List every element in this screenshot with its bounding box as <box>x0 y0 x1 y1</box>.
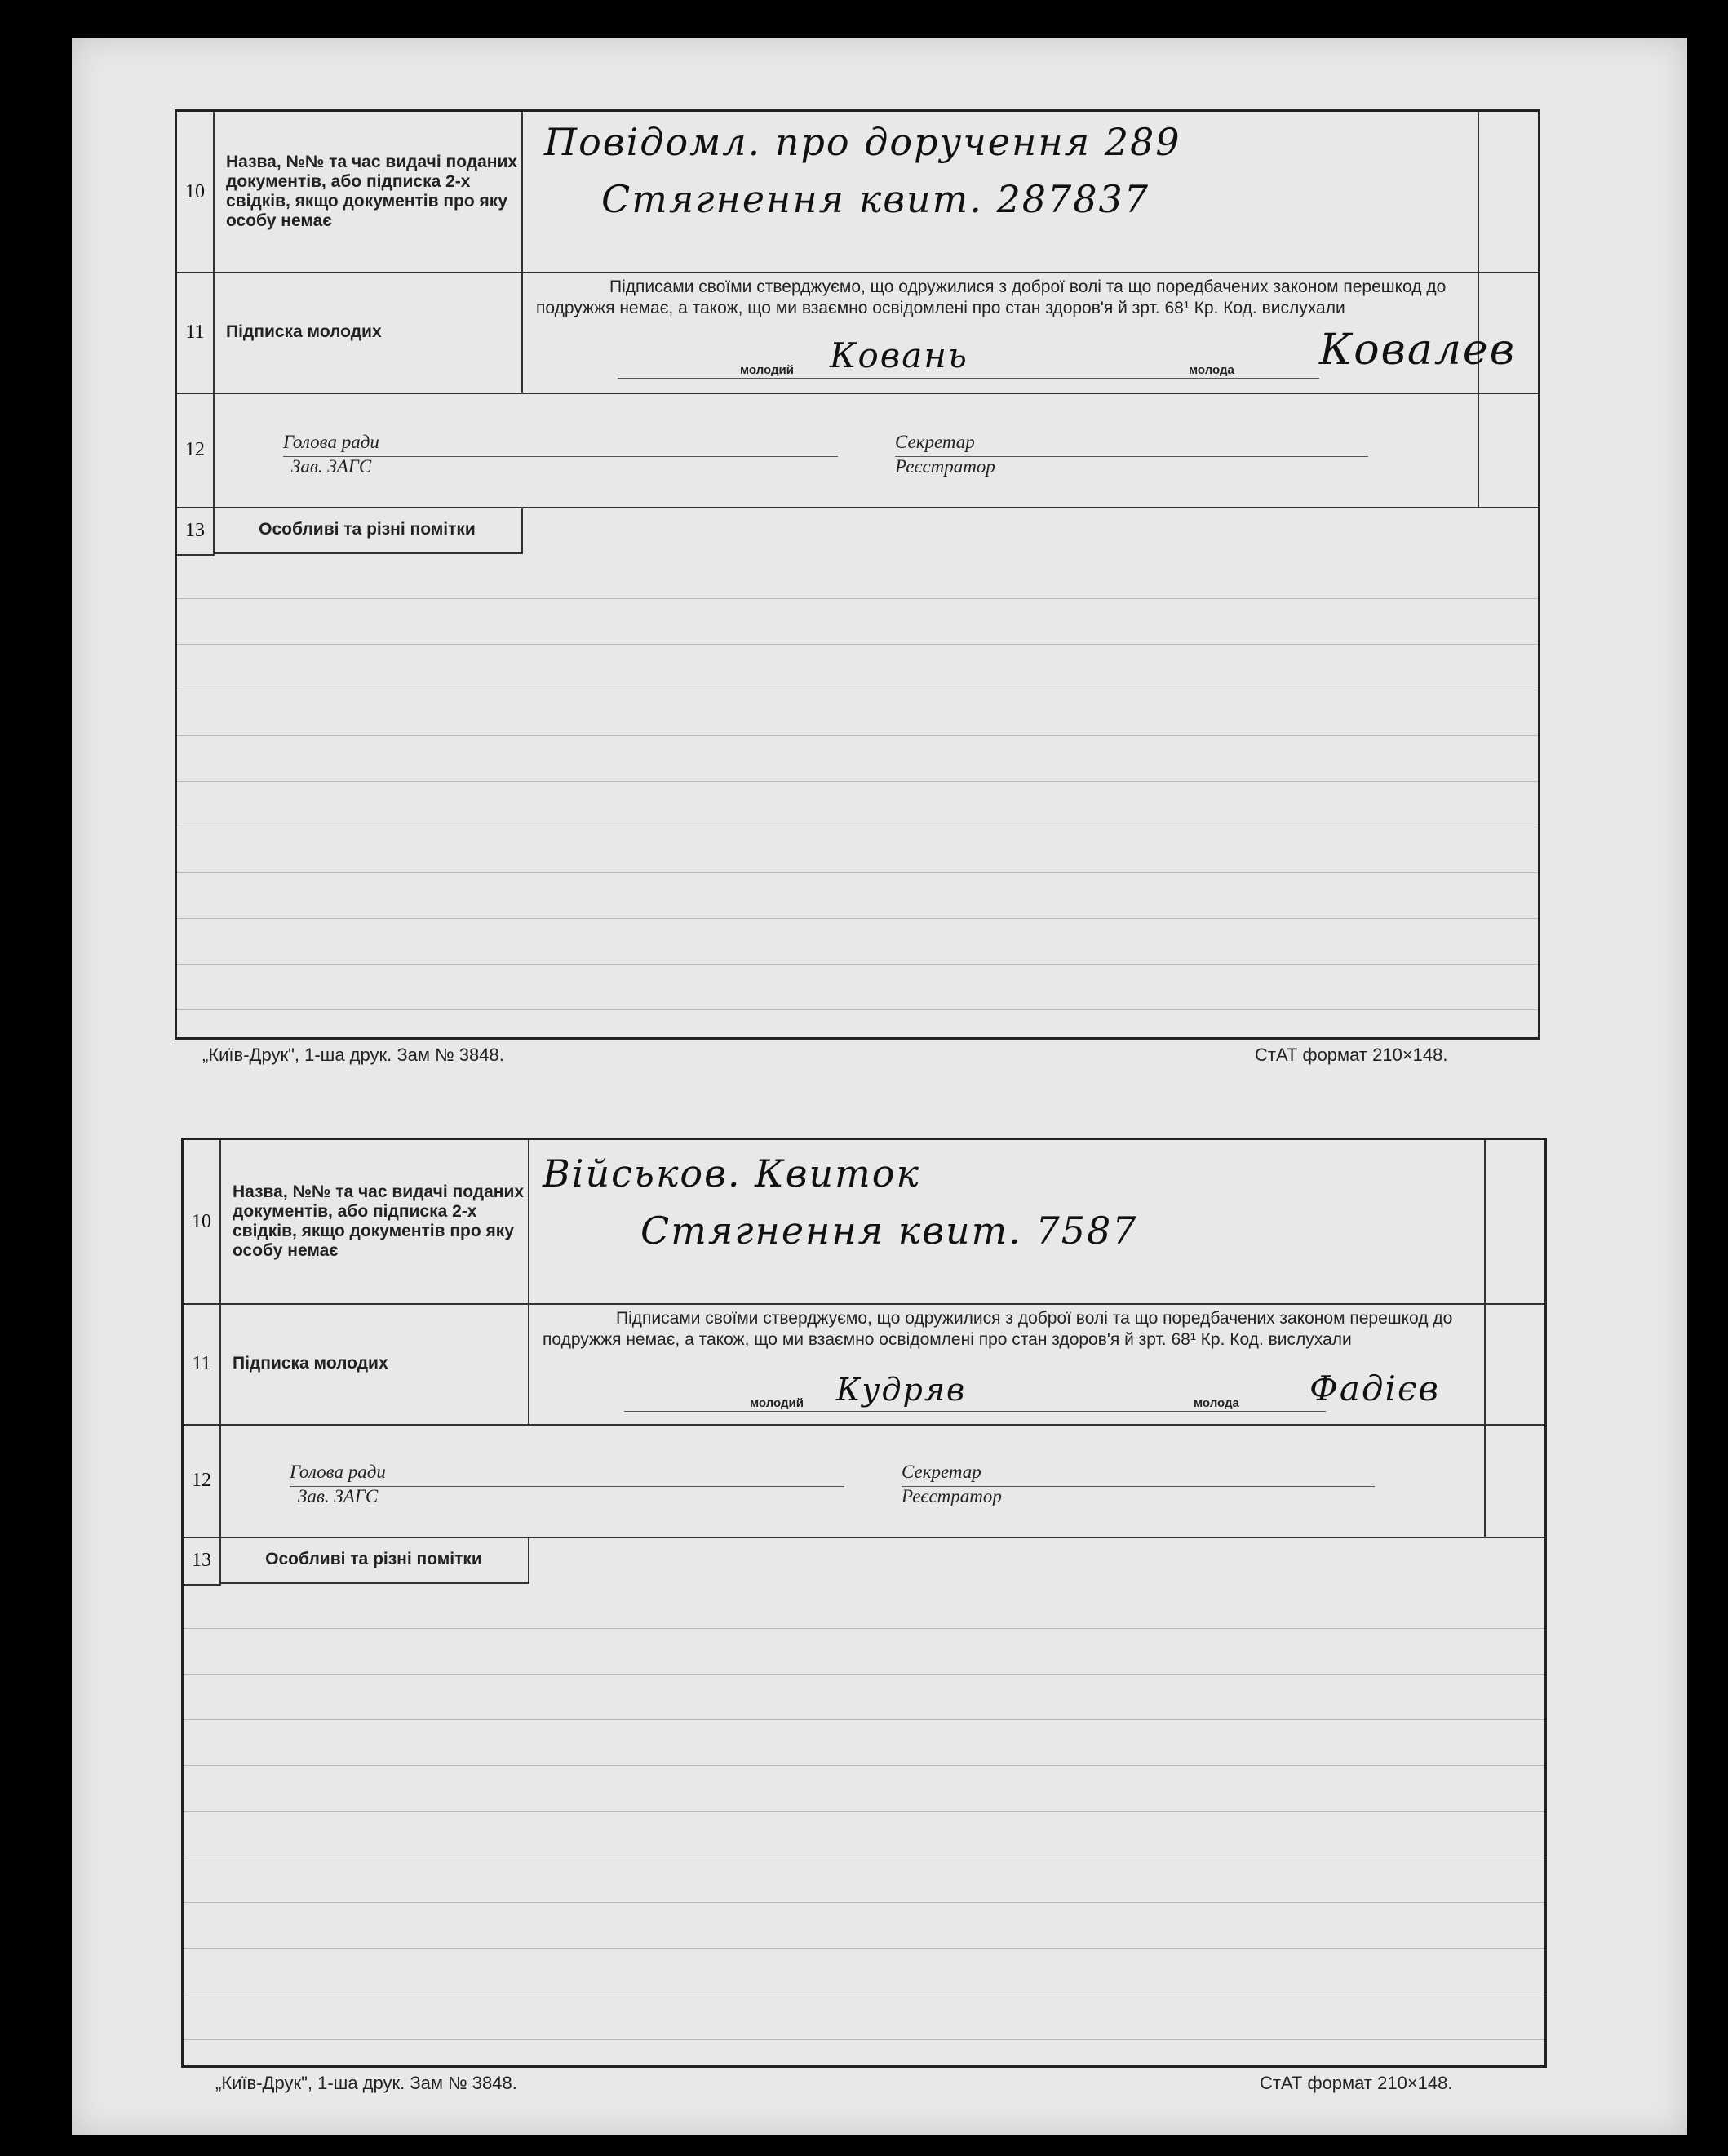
format-footer: СтАТ формат 210×148. <box>1255 1045 1448 1065</box>
handwritten-documents-line-1: Повідомл. про доручення 289 <box>544 120 1181 164</box>
row-11 <box>184 1303 1544 1426</box>
column-divider <box>1484 1424 1486 1537</box>
groom-signature: Кудряв <box>836 1372 967 1408</box>
note-line <box>177 735 1538 736</box>
row-number: 13 <box>184 1537 221 1586</box>
marriage-record-form-bottom <box>181 1138 1547 2068</box>
bride-label: молода <box>1194 1396 1239 1410</box>
signature-line <box>902 1486 1375 1487</box>
secretary-label: Секретар <box>902 1462 981 1482</box>
note-line <box>177 872 1538 873</box>
registrar-label: Реєстратор <box>902 1486 1002 1506</box>
groom-label: молодий <box>750 1396 804 1410</box>
registrar-label: Реєстратор <box>895 456 995 477</box>
note-line <box>177 918 1538 919</box>
row-number: 10 <box>177 112 215 272</box>
handwritten-documents-line-2: Стягнення квит. 287837 <box>601 177 1150 221</box>
note-line <box>177 964 1538 965</box>
row-number: 10 <box>184 1140 221 1303</box>
row-number: 11 <box>184 1303 221 1424</box>
row-number: 12 <box>184 1424 221 1537</box>
notes-label: Особливі та різні помітки <box>213 507 523 554</box>
signature-line <box>290 1486 844 1487</box>
handwritten-documents-line-2: Стягнення квит. 7587 <box>640 1209 1138 1253</box>
signature-line <box>895 456 1368 457</box>
zags-head-label: Зав. ЗАГС <box>291 456 372 477</box>
note-line <box>177 598 1538 599</box>
row-10 <box>184 1140 1544 1305</box>
row-13 <box>184 1537 1544 2065</box>
note-line <box>184 1628 1544 1629</box>
head-of-council-label: Голова ради <box>283 432 379 452</box>
note-line <box>184 2039 1544 2040</box>
groom-signature: Ковань <box>830 335 968 375</box>
bride-signature: Фадієв <box>1309 1369 1440 1408</box>
note-line <box>184 1811 1544 1812</box>
row-13 <box>177 507 1538 1037</box>
format-footer: СтАТ формат 210×148. <box>1260 2073 1453 2093</box>
column-divider <box>1478 112 1479 272</box>
bride-label: молода <box>1189 363 1234 377</box>
groom-label: молодий <box>740 363 794 377</box>
note-line <box>177 644 1538 645</box>
row-10 <box>177 112 1538 273</box>
row-number: 12 <box>177 393 215 507</box>
signature-line <box>618 378 1319 379</box>
bride-signature: Ковалев <box>1319 326 1516 375</box>
marriage-record-form-top <box>175 109 1540 1040</box>
row-number: 11 <box>177 272 215 393</box>
row-number: 13 <box>177 507 215 556</box>
notes-label: Особливі та різні помітки <box>219 1537 529 1584</box>
note-line <box>184 1719 1544 1720</box>
secretary-label: Секретар <box>895 432 975 452</box>
row-11 <box>177 272 1538 394</box>
note-line <box>184 1674 1544 1675</box>
note-line <box>184 1902 1544 1903</box>
documents-label: Назва, №№ та час видачі поданих документів, або підписка 2-х свідків, якщо документів про яку особу немає <box>219 1140 529 1303</box>
note-line <box>184 1948 1544 1949</box>
column-divider <box>1484 1303 1486 1424</box>
note-line <box>184 1765 1544 1766</box>
signature-line <box>624 1411 1326 1412</box>
declaration-text: Підписами своїми стверджуємо, що одружилися з доброї волі та що поредбачених законом перешкод до подружжя немає, а також, що ми взаємно освідомлені про стан здоров'я й зрт. 68¹ Кр. Код. вислухали <box>543 1309 1453 1350</box>
spouses-signature-label: Підписка молодих <box>213 272 523 393</box>
handwritten-documents-line-1: Військов. Квиток <box>543 1151 920 1196</box>
documents-label: Назва, №№ та час видачі поданих документів, або підписка 2-х свідків, якщо документів про яку особу немає <box>213 112 523 272</box>
printer-footer: „Київ-Друк", 1-ша друк. Зам № 3848. <box>202 1045 504 1065</box>
head-of-council-label: Голова ради <box>290 1462 386 1482</box>
note-line <box>177 1009 1538 1010</box>
printer-footer: „Київ-Друк", 1-ша друк. Зам № 3848. <box>215 2073 517 2093</box>
declaration-text: Підписами своїми стверджуємо, що одружилися з доброї волі та що поредбачених законом перешкод до подружжя немає, а також, що ми взаємно освідомлені про стан здоров'я й зрт. 68¹ Кр. Код. вислухали <box>536 277 1447 318</box>
note-line <box>177 781 1538 782</box>
row-12 <box>177 393 1538 508</box>
row-12 <box>184 1424 1544 1538</box>
column-divider <box>1484 1140 1486 1303</box>
signature-line <box>283 456 838 457</box>
column-divider <box>1478 393 1479 507</box>
spouses-signature-label: Підписка молодих <box>219 1303 529 1424</box>
zags-head-label: Зав. ЗАГС <box>298 1486 379 1506</box>
